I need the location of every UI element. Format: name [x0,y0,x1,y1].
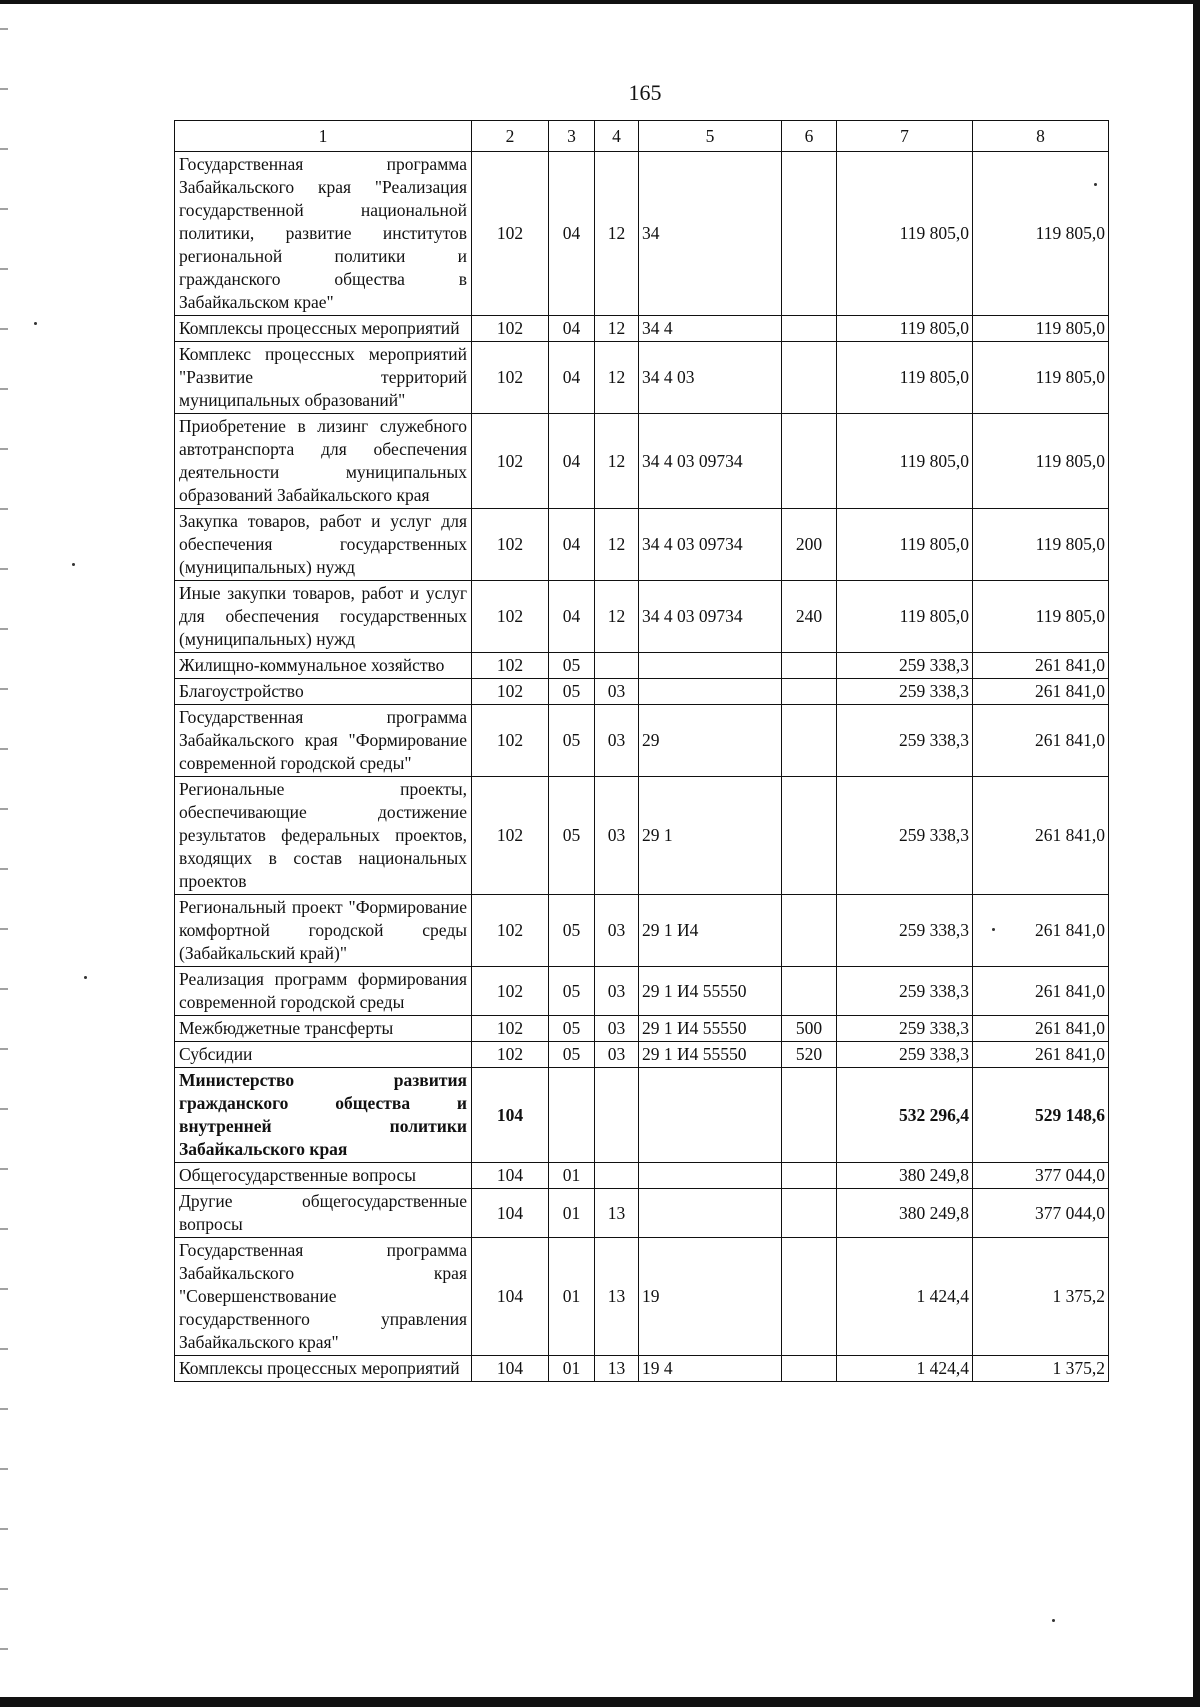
table-row [175,342,1109,414]
cell-col4: 12 [595,414,639,509]
cell-col7: 259 338,3 [837,967,973,1016]
scan-speck [34,322,37,325]
cell-col3: 04 [549,414,595,509]
cell-col4: 03 [595,705,639,777]
cell-col3: 05 [549,653,595,679]
table-row [175,1189,1109,1238]
cell-col3: 01 [549,1163,595,1189]
cell-col8: 119 805,0 [973,509,1109,581]
row-name-cell: Межбюджетные трансферты [175,1016,472,1042]
cell-col4: 12 [595,509,639,581]
cell-col6: 240 [782,581,837,653]
cell-col5: 29 1 И4 55550 [639,967,782,1016]
cell-col4: 03 [595,895,639,967]
cell-col8: 119 805,0 [973,581,1109,653]
cell-col7: 119 805,0 [837,342,973,414]
cell-col6 [782,342,837,414]
cell-col3: 05 [549,967,595,1016]
row-name-cell: Министерство развития гражданского общества и внутренней политики Забайкальского края [175,1068,472,1163]
cell-col5: 34 4 [639,316,782,342]
cell-col8: 1 375,2 [973,1356,1109,1382]
table-row [175,414,1109,509]
cell-col2: 104 [472,1163,549,1189]
row-name-cell: Субсидии [175,1042,472,1068]
cell-col6 [782,1163,837,1189]
column-header: 5 [639,121,782,152]
cell-col5 [639,1163,782,1189]
cell-col5: 34 [639,152,782,316]
cell-col2: 102 [472,1016,549,1042]
table-body [175,152,1109,1382]
scan-frame-left [0,0,8,1707]
cell-col2: 102 [472,653,549,679]
cell-col8: 261 841,0 [973,679,1109,705]
row-name-cell: Реализация программ формирования современной городской среды [175,967,472,1016]
table-row [175,316,1109,342]
cell-col5: 34 4 03 09734 [639,414,782,509]
row-name-cell: Благоустройство [175,679,472,705]
cell-col6 [782,1068,837,1163]
scan-frame-bottom [0,1697,1200,1707]
table-row [175,967,1109,1016]
cell-col6: 520 [782,1042,837,1068]
cell-col6 [782,316,837,342]
table-row [175,1042,1109,1068]
row-name-cell: Региональные проекты, обеспечивающие достижение результатов федеральных проектов, входящих в состав национальных проектов [175,777,472,895]
cell-col7: 259 338,3 [837,679,973,705]
cell-col3: 01 [549,1189,595,1238]
cell-col6 [782,1189,837,1238]
cell-col4: 13 [595,1356,639,1382]
cell-col5: 29 1 И4 55550 [639,1016,782,1042]
cell-col7: 259 338,3 [837,1042,973,1068]
cell-col2: 102 [472,895,549,967]
scan-speck [1052,1619,1055,1622]
cell-col8: 377 044,0 [973,1189,1109,1238]
cell-col2: 102 [472,152,549,316]
budget-table [174,120,1109,1382]
cell-col3: 05 [549,705,595,777]
column-header: 1 [175,121,472,152]
cell-col7: 532 296,4 [837,1068,973,1163]
cell-col5: 29 1 [639,777,782,895]
scan-speck [1094,183,1097,186]
cell-col3: 04 [549,581,595,653]
cell-col4: 03 [595,777,639,895]
cell-col5 [639,653,782,679]
cell-col7: 380 249,8 [837,1163,973,1189]
cell-col5: 29 1 И4 [639,895,782,967]
cell-col8: 529 148,6 [973,1068,1109,1163]
row-name-cell: Жилищно-коммунальное хозяйство [175,653,472,679]
page-number: 165 [628,80,662,105]
cell-col7: 119 805,0 [837,316,973,342]
cell-col4: 03 [595,967,639,1016]
table-row [175,509,1109,581]
scan-frame-top [0,0,1200,4]
cell-col2: 102 [472,414,549,509]
scan-speck [72,563,75,566]
cell-col3: 05 [549,777,595,895]
cell-col2: 102 [472,509,549,581]
cell-col2: 102 [472,1042,549,1068]
cell-col5: 34 4 03 09734 [639,581,782,653]
cell-col5: 19 [639,1238,782,1356]
cell-col5 [639,679,782,705]
row-name-cell: Государственная программа Забайкальского края "Совершенствование государственного управления Забайкальского края" [175,1238,472,1356]
cell-col6 [782,895,837,967]
cell-col4: 12 [595,581,639,653]
table-row [175,895,1109,967]
cell-col4: 13 [595,1238,639,1356]
cell-col2: 104 [472,1356,549,1382]
row-name-cell: Иные закупки товаров, работ и услуг для обеспечения государственных (муниципальных) нужд [175,581,472,653]
cell-col6 [782,414,837,509]
cell-col7: 380 249,8 [837,1189,973,1238]
cell-col2: 102 [472,777,549,895]
cell-col7: 1 424,4 [837,1238,973,1356]
cell-col5: 29 1 И4 55550 [639,1042,782,1068]
cell-col5: 34 4 03 [639,342,782,414]
cell-col3 [549,1068,595,1163]
cell-col7: 259 338,3 [837,653,973,679]
table-row [175,1163,1109,1189]
cell-col8: 261 841,0 [973,895,1109,967]
table-row [175,1016,1109,1042]
cell-col2: 104 [472,1189,549,1238]
row-name-cell: Приобретение в лизинг служебного автотранспорта для обеспечения деятельности муниципальных образований Забайкальского края [175,414,472,509]
cell-col5 [639,1189,782,1238]
column-header: 4 [595,121,639,152]
cell-col7: 119 805,0 [837,581,973,653]
cell-col2: 102 [472,581,549,653]
column-header: 3 [549,121,595,152]
cell-col3: 05 [549,895,595,967]
cell-col4: 12 [595,342,639,414]
cell-col4: 03 [595,1016,639,1042]
cell-col7: 259 338,3 [837,895,973,967]
cell-col6 [782,1238,837,1356]
cell-col8: 261 841,0 [973,967,1109,1016]
cell-col8: 261 841,0 [973,705,1109,777]
table-row [175,1238,1109,1356]
cell-col4: 13 [595,1189,639,1238]
cell-col3: 05 [549,1016,595,1042]
column-header: 7 [837,121,973,152]
scan-speck [84,976,87,979]
cell-col2: 102 [472,679,549,705]
row-name-cell: Комплексы процессных мероприятий [175,316,472,342]
table-row [175,1356,1109,1382]
cell-col8: 261 841,0 [973,1042,1109,1068]
table-row [175,679,1109,705]
column-header: 8 [973,121,1109,152]
cell-col7: 259 338,3 [837,1016,973,1042]
cell-col8: 119 805,0 [973,414,1109,509]
row-name-cell: Государственная программа Забайкальского края "Формирование современной городской среды" [175,705,472,777]
cell-col5: 34 4 03 09734 [639,509,782,581]
cell-col2: 102 [472,316,549,342]
cell-col6: 200 [782,509,837,581]
row-name-cell: Региональный проект "Формирование комфортной городской среды (Забайкальский край)" [175,895,472,967]
cell-col3: 04 [549,342,595,414]
cell-col7: 119 805,0 [837,509,973,581]
cell-col6: 500 [782,1016,837,1042]
row-name-cell: Государственная программа Забайкальского края "Реализация государственной национальной политики, развитие институтов региональной политики и гражданского общества в Забайкальском крае" [175,152,472,316]
cell-col8: 261 841,0 [973,653,1109,679]
cell-col7: 1 424,4 [837,1356,973,1382]
cell-col6 [782,777,837,895]
cell-col3: 04 [549,152,595,316]
cell-col8: 119 805,0 [973,342,1109,414]
table-row [175,581,1109,653]
cell-col7: 119 805,0 [837,414,973,509]
column-header: 2 [472,121,549,152]
cell-col3: 01 [549,1356,595,1382]
cell-col8: 119 805,0 [973,316,1109,342]
cell-col8: 377 044,0 [973,1163,1109,1189]
cell-col6 [782,705,837,777]
table-row [175,152,1109,316]
table-header-row [175,121,1109,152]
cell-col4: 12 [595,152,639,316]
cell-col4 [595,1068,639,1163]
table-row [175,1068,1109,1163]
cell-col6 [782,679,837,705]
cell-col8: 261 841,0 [973,777,1109,895]
cell-col3: 04 [549,316,595,342]
table-row [175,777,1109,895]
row-name-cell: Комплексы процессных мероприятий [175,1356,472,1382]
cell-col8: 261 841,0 [973,1016,1109,1042]
row-name-cell: Закупка товаров, работ и услуг для обеспечения государственных (муниципальных) нужд [175,509,472,581]
table-row [175,653,1109,679]
cell-col7: 259 338,3 [837,705,973,777]
cell-col3: 04 [549,509,595,581]
scan-frame-right [1193,0,1200,1707]
cell-col2: 104 [472,1238,549,1356]
table-row [175,705,1109,777]
cell-col4 [595,1163,639,1189]
cell-col5 [639,1068,782,1163]
cell-col8: 119 805,0 [973,152,1109,316]
cell-col4: 03 [595,679,639,705]
cell-col3: 05 [549,679,595,705]
cell-col3: 05 [549,1042,595,1068]
cell-col4: 12 [595,316,639,342]
cell-col2: 104 [472,1068,549,1163]
row-name-cell: Другие общегосударственные вопросы [175,1189,472,1238]
cell-col6 [782,653,837,679]
cell-col4: 03 [595,1042,639,1068]
scan-speck [992,928,995,931]
cell-col2: 102 [472,705,549,777]
column-header: 6 [782,121,837,152]
cell-col6 [782,152,837,316]
row-name-cell: Комплекс процессных мероприятий "Развитие территорий муниципальных образований" [175,342,472,414]
cell-col7: 119 805,0 [837,152,973,316]
cell-col8: 1 375,2 [973,1238,1109,1356]
cell-col2: 102 [472,342,549,414]
cell-col5: 19 4 [639,1356,782,1382]
cell-col2: 102 [472,967,549,1016]
cell-col4 [595,653,639,679]
cell-col7: 259 338,3 [837,777,973,895]
row-name-cell: Общегосударственные вопросы [175,1163,472,1189]
cell-col5: 29 [639,705,782,777]
cell-col3: 01 [549,1238,595,1356]
cell-col6 [782,1356,837,1382]
cell-col6 [782,967,837,1016]
